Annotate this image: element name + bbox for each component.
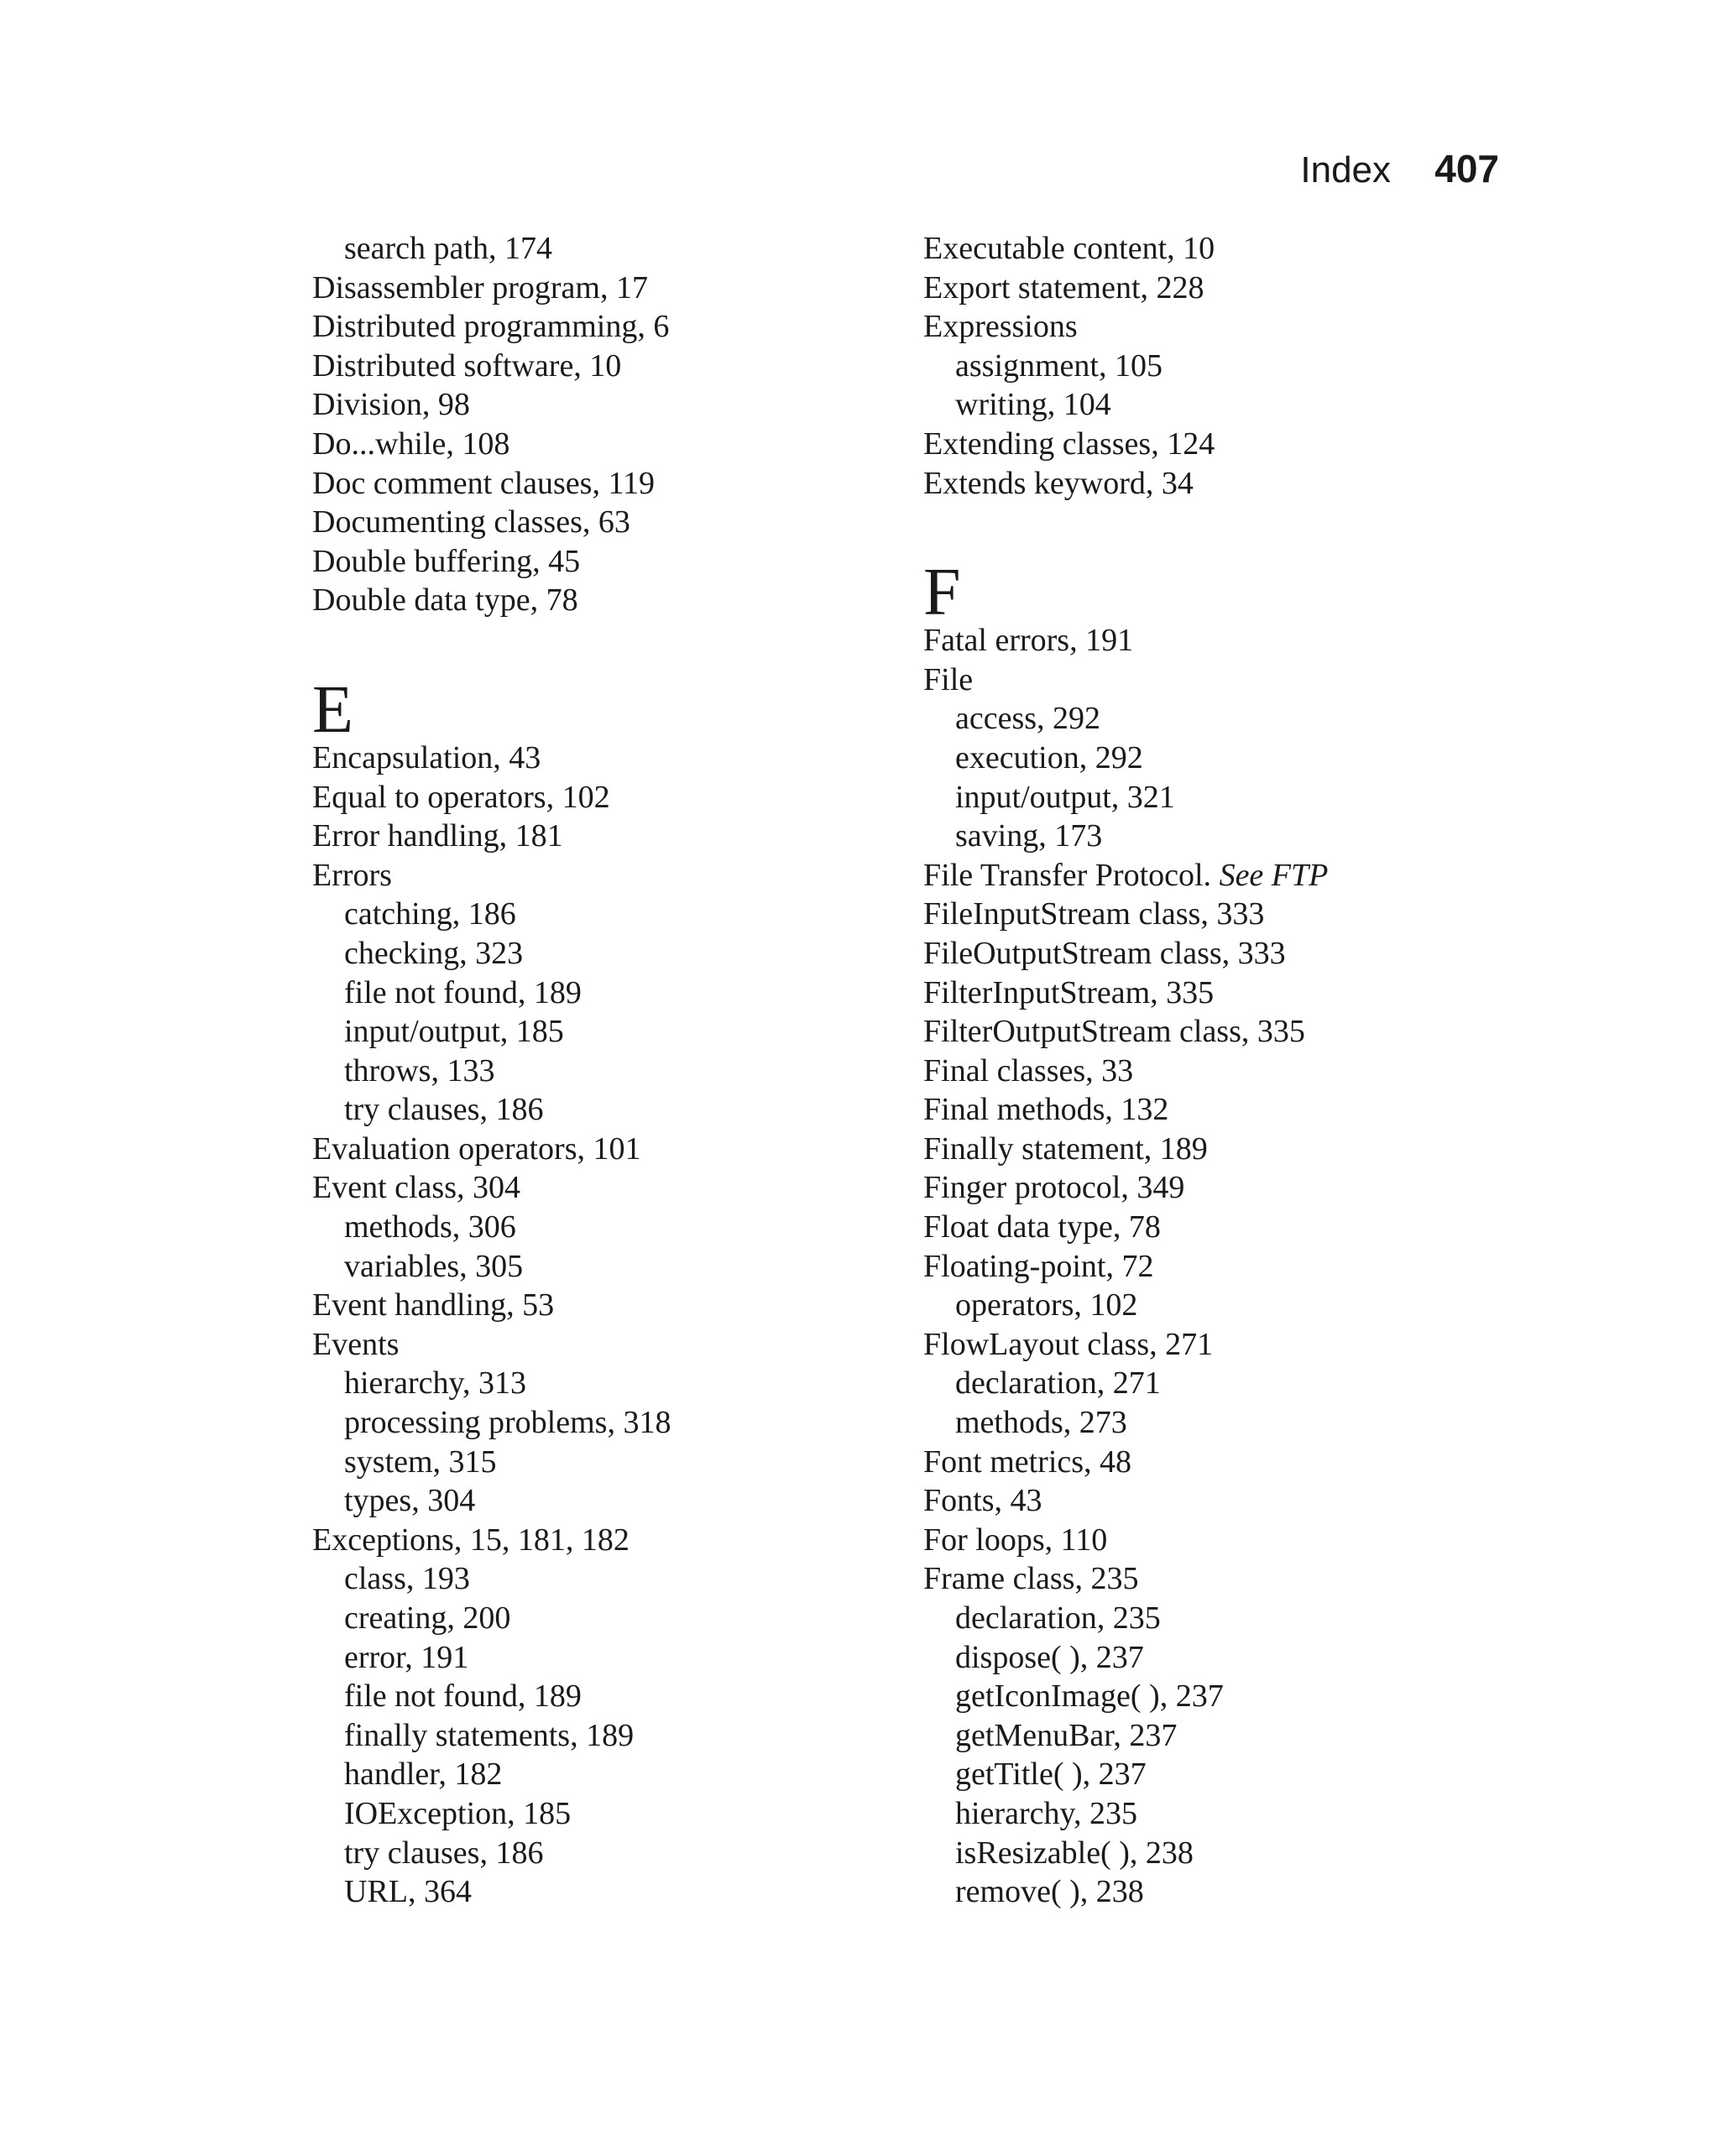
index-subentry (312, 1208, 883, 1247)
entry-text: system, 315 (344, 1443, 497, 1480)
index-subentry (312, 1012, 883, 1052)
entry-text: Final methods, 132 (923, 1092, 1169, 1128)
index-subentry (312, 1677, 883, 1716)
entry-text: Export statement, 228 (923, 269, 1204, 305)
index-entry (923, 1481, 1494, 1521)
index-entry (312, 1130, 883, 1169)
entry-text: declaration, 235 (955, 1600, 1161, 1636)
entry-text: methods, 273 (955, 1405, 1127, 1441)
entry-text: Disassembler program, 17 (312, 269, 648, 305)
entry-text: catching, 186 (344, 896, 516, 932)
index-subentry (923, 1599, 1494, 1638)
index-entry (312, 347, 883, 386)
index-subentry (312, 1716, 883, 1756)
letter-heading-e (312, 620, 883, 747)
entry-text: Evaluation operators, 101 (312, 1130, 641, 1167)
entry-text: creating, 200 (344, 1600, 511, 1636)
entry-text: FilterInputStream, 335 (923, 974, 1215, 1010)
entry-text: file not found, 189 (344, 974, 582, 1010)
index-entry (312, 385, 883, 425)
index-column-left (312, 229, 883, 1912)
entry-text: Equal to operators, 102 (312, 779, 610, 815)
entry-text: isResizable( ), 238 (955, 1835, 1194, 1871)
entry-text: Expressions (923, 309, 1078, 345)
index-subentry (923, 699, 1494, 739)
entry-text: Distributed programming, 6 (312, 309, 670, 345)
entry-text: Events (312, 1326, 400, 1362)
index-subentry (312, 229, 883, 269)
index-subentry (312, 1755, 883, 1794)
entry-text: Error handling, 181 (312, 818, 563, 854)
index-entry (312, 817, 883, 856)
page-number: 407 (1434, 147, 1499, 191)
entry-text: Double data type, 78 (312, 582, 578, 619)
entry-text: Extending classes, 124 (923, 425, 1215, 462)
index-entry (923, 1012, 1494, 1052)
index-entry (312, 1286, 883, 1325)
index-subentry (923, 385, 1494, 425)
index-subentry (923, 1834, 1494, 1873)
index-subentry (923, 1716, 1494, 1756)
entry-text: file not found, 189 (344, 1678, 582, 1715)
entry-text: handler, 182 (344, 1757, 503, 1793)
index-entry (923, 1443, 1494, 1482)
index-subentry (923, 817, 1494, 856)
index-entry (312, 778, 883, 817)
index-entry (923, 1208, 1494, 1247)
entry-text: try clauses, 186 (344, 1092, 544, 1128)
index-entry (923, 269, 1494, 308)
entry-text: checking, 323 (344, 935, 524, 971)
entry-text: File (923, 661, 974, 697)
entry-text: class, 193 (344, 1561, 470, 1597)
entry-text: finally statements, 189 (344, 1717, 635, 1753)
index-subentry (923, 1872, 1494, 1912)
index-subentry (923, 1677, 1494, 1716)
entry-text: getMenuBar, 237 (955, 1717, 1178, 1753)
entry-text: operators, 102 (955, 1287, 1138, 1323)
index-subentry (923, 778, 1494, 817)
entry-text: getIconImage( ), 237 (955, 1678, 1224, 1715)
entry-text: input/output, 321 (955, 779, 1175, 815)
entry-text: Division, 98 (312, 387, 470, 423)
index-entry (923, 1559, 1494, 1599)
index-entry (923, 229, 1494, 269)
entry-text: Float data type, 78 (923, 1209, 1161, 1245)
index-entry (923, 1130, 1494, 1169)
entry-text: FileInputStream class, 333 (923, 896, 1265, 932)
index-entry (923, 660, 1494, 700)
index-subentry (312, 1364, 883, 1403)
entry-text: Font metrics, 48 (923, 1443, 1132, 1480)
running-head (1300, 149, 1499, 189)
entry-text: throws, 133 (344, 1052, 495, 1088)
letter-heading-text: F (923, 556, 961, 630)
index-entry (312, 581, 883, 620)
index-subentry (312, 1638, 883, 1678)
entry-text: methods, 306 (344, 1209, 516, 1245)
entry-group-f (923, 621, 1494, 1912)
entry-text: Floating-point, 72 (923, 1248, 1154, 1284)
index-subentry (312, 1599, 883, 1638)
entry-text: variables, 305 (344, 1248, 524, 1284)
entry-text: Finger protocol, 349 (923, 1170, 1185, 1206)
index-subentry (923, 1286, 1494, 1325)
index-subentry (923, 739, 1494, 778)
entry-text: processing problems, 318 (344, 1405, 671, 1441)
index-subentry (312, 1834, 883, 1873)
index-entry (923, 1052, 1494, 1091)
letter-heading-text: E (312, 672, 353, 747)
entry-text: Doc comment clauses, 119 (312, 465, 656, 501)
index-entry (923, 974, 1494, 1013)
entry-text: Exceptions, 15, 181, 182 (312, 1522, 630, 1558)
entry-text: input/output, 185 (344, 1014, 564, 1050)
entry-text: FileOutputStream class, 333 (923, 935, 1286, 971)
index-entry (923, 464, 1494, 504)
entry-text: types, 304 (344, 1483, 476, 1519)
entry-text: Distributed software, 10 (312, 347, 622, 384)
entry-text: access, 292 (955, 701, 1101, 737)
entry-text: writing, 104 (955, 387, 1111, 423)
entry-text: Double buffering, 45 (312, 543, 581, 579)
entry-text: Fonts, 43 (923, 1483, 1042, 1519)
index-subentry (312, 1443, 883, 1482)
index-entry (312, 307, 883, 347)
index-subentry (923, 1794, 1494, 1834)
entry-text: File Transfer Protocol. (923, 857, 1220, 893)
entry-text: Event handling, 53 (312, 1287, 555, 1323)
entry-text: hierarchy, 313 (344, 1365, 526, 1402)
index-subentry (312, 1872, 883, 1912)
entry-text: try clauses, 186 (344, 1835, 544, 1871)
entry-text: Executable content, 10 (923, 231, 1215, 266)
entry-text: Fatal errors, 191 (923, 623, 1134, 659)
entry-text: FlowLayout class, 271 (923, 1326, 1214, 1362)
entry-text: hierarchy, 235 (955, 1795, 1137, 1831)
entry-text: remove( ), 238 (955, 1874, 1144, 1910)
index-entry (923, 1168, 1494, 1208)
index-entry (312, 1521, 883, 1560)
entry-text: Extends keyword, 34 (923, 465, 1194, 501)
entry-text: Errors (312, 857, 392, 893)
index-entry (923, 425, 1494, 464)
index-entry (312, 503, 883, 542)
index-entry (923, 856, 1494, 895)
index-subentry (312, 1559, 883, 1599)
index-subentry (312, 1247, 883, 1287)
entry-text: Event class, 304 (312, 1170, 521, 1206)
index-subentry (312, 934, 883, 974)
index-entry (312, 464, 883, 504)
entry-text: Final classes, 33 (923, 1052, 1134, 1088)
index-entry (923, 307, 1494, 347)
entry-text: getTitle( ), 237 (955, 1757, 1147, 1793)
index-subentry (923, 1403, 1494, 1443)
index-subentry (923, 347, 1494, 386)
cross-reference: See FTP (1219, 857, 1329, 893)
index-entry (312, 542, 883, 582)
entry-text: Frame class, 235 (923, 1561, 1139, 1597)
entry-group-e (312, 739, 883, 1912)
entry-text: dispose( ), 237 (955, 1639, 1144, 1675)
index-entry (312, 425, 883, 464)
index-entry (923, 895, 1494, 934)
index-subentry (312, 1090, 883, 1130)
entry-text: IOException, 185 (344, 1795, 572, 1831)
index-entry (923, 1090, 1494, 1130)
index-entry (923, 934, 1494, 974)
letter-heading-f (923, 503, 1494, 630)
index-subentry (312, 1481, 883, 1521)
index-subentry (312, 1052, 883, 1091)
entry-group-d (312, 229, 883, 620)
index-entry (312, 1168, 883, 1208)
entry-text: assignment, 105 (955, 347, 1163, 384)
running-head-section: Index (1300, 149, 1392, 191)
index-subentry (312, 1794, 883, 1834)
index-subentry (312, 1403, 883, 1443)
entry-text: FilterOutputStream class, 335 (923, 1014, 1305, 1050)
entry-text: error, 191 (344, 1639, 469, 1675)
index-subentry (923, 1638, 1494, 1678)
index-entry (923, 1325, 1494, 1365)
entry-group-e-continued (923, 229, 1494, 503)
entry-text: Do...while, 108 (312, 425, 510, 462)
index-column-right (923, 229, 1494, 1912)
entry-text: execution, 292 (955, 739, 1143, 775)
index-entry (923, 1247, 1494, 1287)
index-subentry (312, 974, 883, 1013)
entry-text: URL, 364 (344, 1874, 472, 1910)
index-entry (312, 739, 883, 778)
index-subentry (923, 1364, 1494, 1403)
index-entry (312, 856, 883, 895)
index-entry (312, 269, 883, 308)
entry-text: saving, 173 (955, 818, 1103, 854)
index-entry (312, 1325, 883, 1365)
entry-text: declaration, 271 (955, 1365, 1161, 1402)
index-entry (923, 1521, 1494, 1560)
index-entry (923, 621, 1494, 660)
entry-text: For loops, 110 (923, 1522, 1108, 1558)
entry-text: Documenting classes, 63 (312, 504, 630, 540)
index-subentry (312, 895, 883, 934)
entry-text: Finally statement, 189 (923, 1130, 1208, 1167)
entry-text: search path, 174 (344, 231, 552, 266)
entry-text: Encapsulation, 43 (312, 739, 541, 775)
index-subentry (923, 1755, 1494, 1794)
